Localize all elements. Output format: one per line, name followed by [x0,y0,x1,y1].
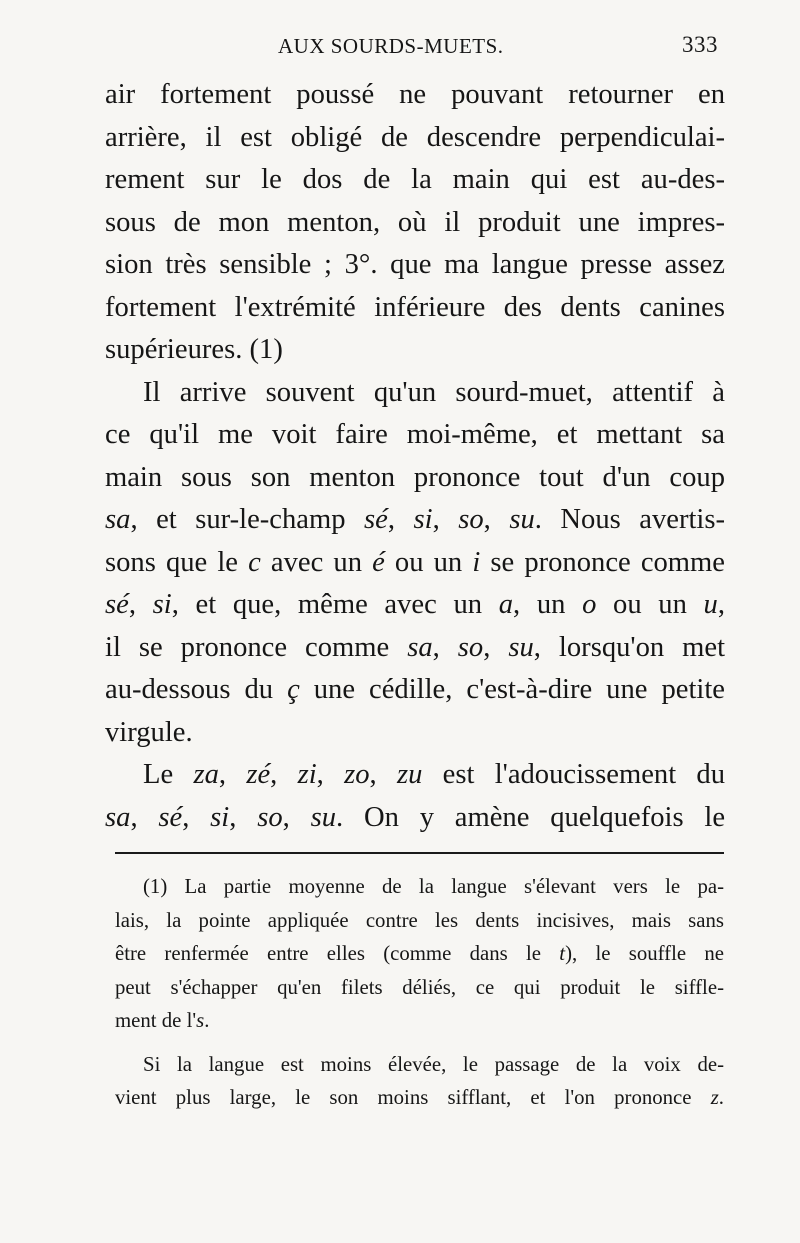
text-line: il se prononce comme sa, so, su, lorsqu'on met [105,631,725,663]
page-number: 333 [682,32,718,57]
running-title: AUX SOURDS-MUETS. [278,34,504,58]
text-line: sa, sé, si, so, su. On y amène quelquefois le [105,801,725,833]
text-line: rement sur le dos de la main qui est au-des- [105,164,725,195]
page-header [108,30,718,66]
text-line: supérieures. (1) [105,334,283,365]
footnotes [115,870,724,1115]
text-line: au-dessous du ç une cédille, c'est-à-dire une petite [105,674,725,705]
footnote-line: Si la langue est moins élevée, le passage de la voix de- [143,1052,724,1076]
text-line: sion très sensible ; 3°. que ma langue presse assez [105,249,725,280]
footnote-rule [115,852,724,854]
text-line: main sous son menton prononce tout d'un coup [105,461,725,493]
text-line: sons que le c avec un é ou un i se prononce comme [105,546,725,578]
footnote-line: (1) La partie moyenne de la langue s'élevant vers le pa- [143,875,724,898]
text-line: ce qu'il me voit faire moi-même, et mettant sa [105,419,725,450]
footnote-line: vient plus large, le son moins sifflant, et l'on prononce z. [115,1086,724,1109]
footnote-line: lais, la pointe appliquée contre les dents incisives, mais sans [115,908,724,932]
text-line: arrière, il est obligé de descendre perpendiculai- [105,121,725,153]
footnote-line: ment de l's. [115,1009,210,1032]
text-line: air fortement poussé ne pouvant retourner en [105,79,725,110]
main-text [105,74,725,839]
text-line: sé, si, et que, même avec un a, un o ou un u, [105,589,725,620]
footnote-line: être renfermée entre elles (comme dans le t), le souffle ne [115,942,724,965]
text-line: virgule. [105,716,193,748]
text-line: Il arrive souvent qu'un sourd-muet, attentif à [143,376,725,408]
text-line: sous de mon menton, où il produit une impres- [105,206,725,238]
text-line: sa, et sur-le-champ sé, si, so, su. Nous avertis- [105,504,725,535]
text-line: fortement l'extrémité inférieure des dents canines [105,291,725,323]
text-line: Le za, zé, zi, zo, zu est l'adoucissement du [143,759,725,790]
footnote-line: peut s'échapper qu'en filets déliés, ce qui produit le siffle- [115,975,724,999]
